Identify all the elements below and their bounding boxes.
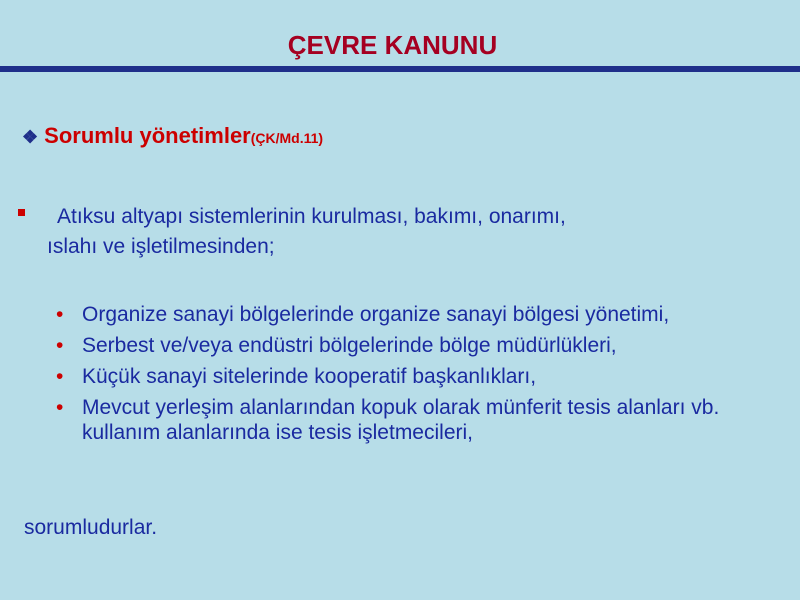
paragraph-line-2: ıslahı ve işletilmesinden; — [47, 235, 275, 258]
square-bullet-icon — [18, 209, 25, 216]
round-bullet-icon: • — [56, 396, 64, 419]
round-bullet-icon: • — [56, 334, 64, 357]
intro-paragraph — [47, 202, 767, 262]
list-item: • Serbest ve/veya endüstri bölgelerinde bölge müdürlükleri, — [56, 334, 617, 357]
diamond-bullet-icon: ❖ — [22, 127, 39, 147]
list-item: • Organize sanayi bölgelerinde organize sanayi bölgesi yönetimi, — [56, 303, 670, 326]
responsibility-list — [56, 302, 786, 451]
title-divider — [0, 66, 800, 72]
closing-text: sorumludurlar. — [24, 516, 158, 539]
paragraph-line-1: Atıksu altyapı sistemlerinin kurulması, bakımı, onarımı, — [57, 205, 566, 228]
round-bullet-icon: • — [56, 303, 64, 326]
slide-title: ÇEVRE KANUNU — [287, 30, 498, 60]
list-item: • Küçük sanayi sitelerinde kooperatif başkanlıkları, — [56, 365, 537, 388]
heading-text: Sorumlu yönetimler — [44, 123, 251, 148]
round-bullet-icon: • — [56, 365, 64, 388]
heading-reference: (ÇK/Md.11) — [250, 130, 324, 146]
list-item: • Mevcut yerleşim alanlarından kopuk olarak münferit tesis alanları vb. kullanım alanlarında ise tesis işletmecileri, — [56, 396, 720, 444]
section-heading — [22, 123, 323, 149]
